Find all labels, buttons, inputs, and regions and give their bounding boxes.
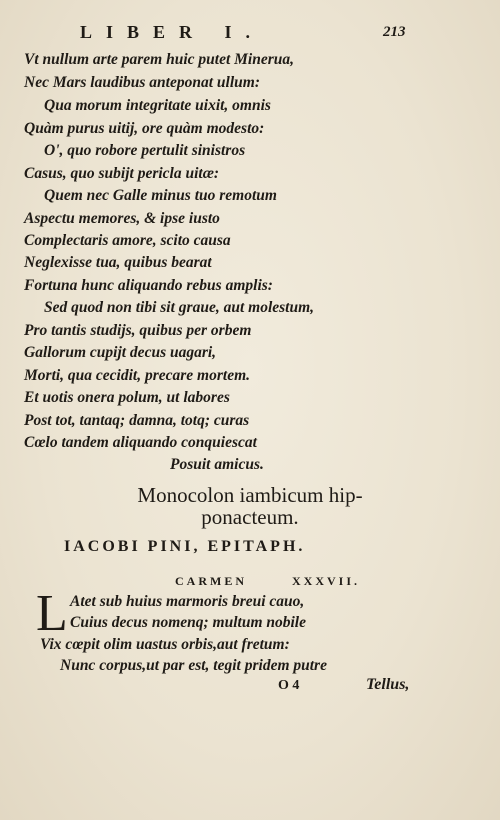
poem-line: Vix cœpit olim uastus orbis,aut fretum: xyxy=(40,636,290,653)
carmen-label: CARMEN xyxy=(175,574,247,588)
verse-line: Gallorum cupijt decus uagari, xyxy=(24,344,217,361)
verse-line: Fortuna hunc aliquando rebus amplis: xyxy=(24,277,273,294)
section-title-line-2: ponacteum. xyxy=(201,505,299,529)
verse-line: O', quo robore pertulit sinistros xyxy=(44,142,246,159)
verse-line: Et uotis onera polum, ut labores xyxy=(24,389,230,406)
verse-line: Nec Mars laudibus anteponat ullum: xyxy=(24,74,260,91)
verse-line: Sed quod non tibi sit graue, aut molestum, xyxy=(44,299,315,316)
poem-line: Nunc corpus,ut par est, tegit pridem putre xyxy=(60,657,327,674)
verse-line: Post tot, tantaq; damna, totq; curas xyxy=(24,412,250,429)
carmen-number: XXXVII. xyxy=(292,574,361,588)
drop-capital: L xyxy=(36,585,68,642)
page-number: 213 xyxy=(383,24,406,40)
page-header xyxy=(0,22,500,46)
section-title-line-1: Monocolon iambicum hip- xyxy=(137,483,363,507)
verse-line: Quàm purus uitij, ore quàm modesto: xyxy=(24,120,265,137)
running-title: LIBER I. xyxy=(80,22,265,42)
verse-line: Cœlo tandem aliquando conquiescat xyxy=(24,434,257,451)
verse-line: Aspectu memores, & ipse iusto xyxy=(24,210,220,227)
verse-line: Casus, quo subijt pericla uitæ: xyxy=(24,165,220,182)
poem-line: Cuius decus nomenq; multum nobile xyxy=(70,614,306,631)
verse-line: Morti, qua cecidit, precare mortem. xyxy=(24,367,251,384)
verse-line: Vt nullum arte parem huic putet Minerua, xyxy=(24,51,295,68)
verse-line: Qua morum integritate uixit, omnis xyxy=(44,97,271,114)
verse-line: Quem nec Galle minus tuo remotum xyxy=(44,187,277,204)
poem-line: Atet sub huius marmoris breui cauo, xyxy=(70,593,305,610)
signature-mark: O 4 xyxy=(278,678,300,693)
verse-line: Complectaris amore, scito causa xyxy=(24,232,231,249)
catchword: Tellus, xyxy=(366,676,410,693)
verse-line: Neglexisse tua, quibus bearat xyxy=(24,254,212,271)
verse-line: Pro tantis studijs, quibus per orbem xyxy=(24,322,252,339)
epitaph-heading: IACOBI PINI, EPITAPH. xyxy=(64,538,306,555)
verse-line: Posuit amicus. xyxy=(170,456,264,473)
